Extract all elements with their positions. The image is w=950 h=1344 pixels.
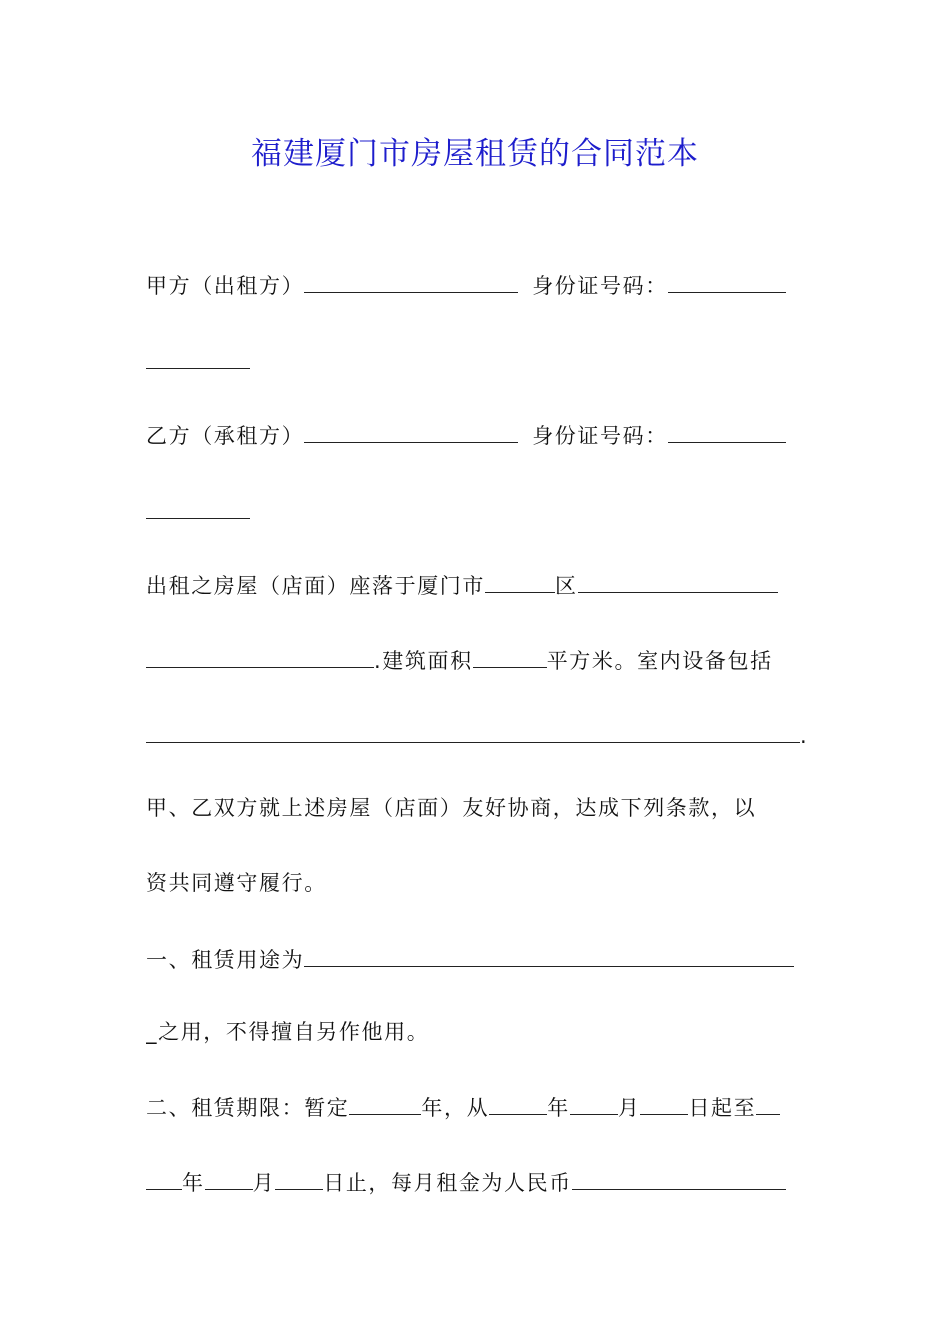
party-b-line	[146, 416, 808, 454]
party-a-id-blank-cont	[146, 342, 250, 369]
equipment-line	[146, 716, 808, 754]
years-blank	[349, 1088, 421, 1115]
end-day-blank	[275, 1163, 323, 1190]
from-label: 年，从	[421, 1096, 490, 1120]
end-month-label: 月	[252, 1171, 276, 1195]
party-b-id-blank-cont	[146, 492, 250, 519]
end-year-blank-cont	[146, 1163, 182, 1190]
party-a-id-continuation	[146, 342, 808, 380]
term-label: 二、租赁期限：暂定	[146, 1096, 350, 1120]
building-area-label: .建筑面积	[374, 649, 473, 673]
start-month-blank	[570, 1088, 618, 1115]
party-a-id-blank	[668, 266, 786, 293]
party-a-id-label: 身份证号码：	[532, 274, 668, 298]
clause-2-continuation	[146, 1163, 808, 1201]
document-title: 福建厦门市房屋租赁的合同范本	[251, 136, 699, 172]
clause-1-line	[146, 940, 808, 978]
month-label: 月	[617, 1096, 641, 1120]
party-a-line	[146, 266, 808, 304]
party-b-label: 乙方（承租方）	[146, 424, 305, 448]
district-blank	[485, 566, 555, 593]
district-label: 区	[555, 574, 578, 598]
start-day-blank	[640, 1088, 688, 1115]
equipment-label: 平方米。室内设备包括	[546, 649, 773, 673]
end-year-blank	[756, 1088, 780, 1115]
party-b-id-blank	[668, 416, 786, 443]
agreement-line-1: 甲、乙双方就上述房屋（店面）友好协商，达成下列条款，以	[146, 796, 757, 820]
property-location-line	[146, 566, 808, 604]
address-blank	[578, 566, 778, 593]
rent-blank	[572, 1163, 786, 1190]
clause-1-continuation: _之用，不得擅自另作他用。	[146, 1020, 430, 1044]
start-year-blank	[489, 1088, 547, 1115]
property-location-label: 出租之房屋（店面）座落于厦门市	[146, 574, 485, 598]
start-day-label: 日起至	[688, 1096, 757, 1120]
equipment-period: .	[800, 724, 808, 748]
end-year-label: 年	[182, 1171, 205, 1195]
purpose-blank	[304, 940, 794, 967]
building-area-line	[146, 641, 808, 679]
address-blank-cont	[146, 641, 374, 668]
rent-label: 日止，每月租金为人民币	[323, 1171, 572, 1195]
clause-1-label: 一、租赁用途为	[146, 948, 305, 972]
party-a-label: 甲方（出租方）	[146, 274, 305, 298]
area-blank	[473, 641, 547, 668]
party-b-id-continuation	[146, 492, 808, 530]
end-month-blank	[205, 1163, 253, 1190]
agreement-line-2: 资共同遵守履行。	[146, 871, 327, 895]
party-a-name-blank	[304, 266, 518, 293]
party-b-id-label: 身份证号码：	[532, 424, 668, 448]
equipment-blank	[146, 716, 800, 743]
clause-2-line	[146, 1088, 808, 1126]
year-label: 年	[547, 1096, 570, 1120]
party-b-name-blank	[304, 416, 518, 443]
